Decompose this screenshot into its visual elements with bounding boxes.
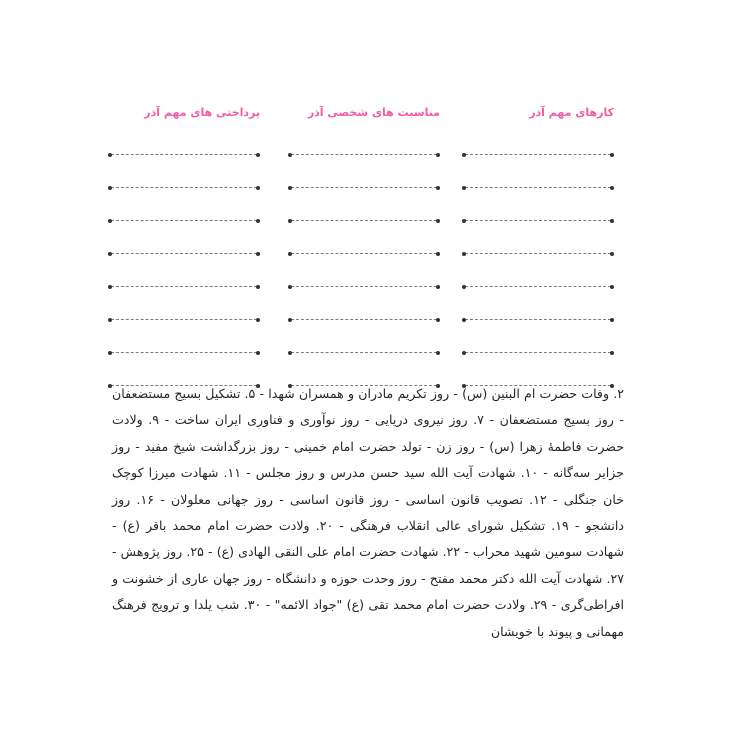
line-end-dot [462,318,466,322]
dashed-rule [111,286,257,287]
line-end-dot [288,285,292,289]
writing-line[interactable] [462,229,614,262]
line-end-dot [256,318,260,322]
line-end-dot [462,219,466,223]
dashed-rule [111,253,257,254]
writing-line[interactable] [462,295,614,328]
line-end-dot [610,219,614,223]
dashed-rule [465,286,611,287]
writing-line[interactable] [288,130,440,163]
line-end-dot [436,351,440,355]
line-end-dot [610,186,614,190]
writing-line[interactable] [462,328,614,361]
line-end-dot [256,219,260,223]
column-important-payments [108,100,260,394]
line-end-dot [436,219,440,223]
line-end-dot [610,252,614,256]
dashed-rule [291,154,437,155]
dashed-rule [465,319,611,320]
dashed-rule [291,286,437,287]
writing-line[interactable] [288,229,440,262]
writing-line[interactable] [108,295,260,328]
line-end-dot [610,351,614,355]
line-end-dot [610,285,614,289]
column-important-tasks [462,100,614,394]
writing-line[interactable] [108,163,260,196]
line-end-dot [108,318,112,322]
column-header-personal-occasions: مناسبت های شخصی آذر [307,106,440,119]
dashed-rule [291,352,437,353]
dashed-rule [111,187,257,188]
dashed-rule [465,187,611,188]
line-end-dot [108,252,112,256]
dashed-rule [465,253,611,254]
line-end-dot [108,219,112,223]
writing-line[interactable] [288,196,440,229]
dashed-rule [111,319,257,320]
line-end-dot [288,351,292,355]
dashed-rule [111,154,257,155]
writing-line[interactable] [462,163,614,196]
dashed-rule [291,319,437,320]
line-end-dot [256,153,260,157]
writing-line[interactable] [288,163,440,196]
line-end-dot [436,186,440,190]
writing-lines [462,130,614,394]
line-end-dot [256,351,260,355]
line-end-dot [436,153,440,157]
writing-line[interactable] [288,328,440,361]
writing-lines [108,130,260,394]
line-end-dot [436,285,440,289]
line-end-dot [462,153,466,157]
writing-line[interactable] [108,262,260,295]
column-personal-occasions [288,100,440,394]
line-end-dot [288,219,292,223]
dashed-rule [111,220,257,221]
dashed-rule [465,352,611,353]
writing-line[interactable] [462,262,614,295]
line-end-dot [610,318,614,322]
line-end-dot [436,252,440,256]
line-end-dot [462,285,466,289]
line-end-dot [108,153,112,157]
line-end-dot [288,318,292,322]
writing-line[interactable] [288,262,440,295]
dashed-rule [291,253,437,254]
writing-line[interactable] [288,295,440,328]
line-end-dot [610,153,614,157]
writing-lines [288,130,440,394]
writing-line[interactable] [108,196,260,229]
line-end-dot [256,186,260,190]
line-end-dot [256,285,260,289]
line-end-dot [288,153,292,157]
line-end-dot [288,186,292,190]
line-end-dot [462,351,466,355]
writing-line[interactable] [108,130,260,163]
line-end-dot [288,252,292,256]
writing-line[interactable] [108,229,260,262]
line-end-dot [108,351,112,355]
writing-line[interactable] [462,196,614,229]
dashed-rule [111,352,257,353]
dashed-rule [291,187,437,188]
line-end-dot [256,252,260,256]
line-end-dot [462,252,466,256]
writing-line[interactable] [462,130,614,163]
occasions-description: ۲. وفات حضرت ام البنین (س) - روز تکریم مادران و همسران شهدا - ۵. تشکیل بسیج مستضعفان - روز بسیج مستضعفان - ۷. روز نیروی دریایی - روز نوآوری و فناوری ایران ساخت - ۹. ولادت حضرت فاطمهٔ زهرا (س) - روز زن - تولد حضرت امام خمینی - روز بزرگداشت شیخ مفید - روز جزایر سه‌گانه - ۱۰. شهادت آیت الله سید حسن مدرس و روز مجلس - ۱۱. شهادت میرزا کوچک خان جنگلی - ۱۲. تصویب قانون اساسی - روز قانون اساسی - روز جهانی معلولان - ۱۶. روز دانشجو - ۱۹. تشکیل شورای عالی انقلاب فرهنگی - ۲۰. ولادت حضرت امام محمد باقر (ع) - شهادت سومین شهید محراب - ۲۲. شهادت حضرت امام علی النقی الهادی (ع) - ۲۵. روز پژوهش - ۲۷. شهادت آیت الله دکتر محمد مفتح - روز وحدت حوزه و دانشگاه - روز جهان عاری از خشونت و افراطی‌گری - ۲۹. ولادت حضرت امام محمد تقی (ع) "جواد الائمه" - ۳۰. شب یلدا و ترویج فرهنگ مهمانی و پیوند با خویشان [112,386,625,639]
line-end-dot [108,285,112,289]
writing-line[interactable] [108,328,260,361]
line-end-dot [462,186,466,190]
column-header-important-tasks: کارهای مهم آذر [529,106,614,119]
column-header-important-payments: پرداختی های مهم آذر [144,106,260,119]
dashed-rule [465,220,611,221]
line-end-dot [436,318,440,322]
dashed-rule [465,154,611,155]
dashed-rule [291,220,437,221]
line-end-dot [108,186,112,190]
